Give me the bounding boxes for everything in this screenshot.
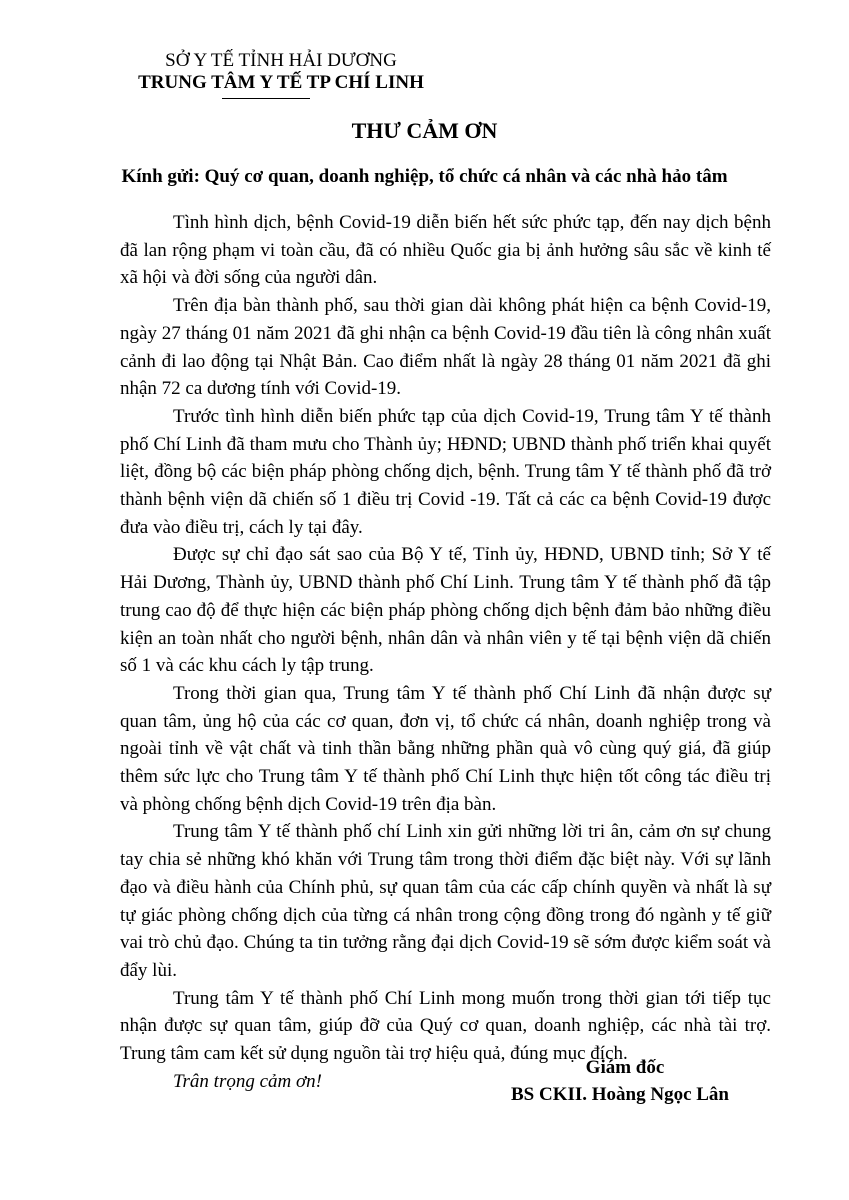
signer-name: BS CKII. Hoàng Ngọc Lân <box>510 1084 730 1105</box>
document-title: THƯ CẢM ƠN <box>351 118 498 143</box>
paragraph: Tình hình dịch, bệnh Covid-19 diễn biến hết sức phức tạp, đến nay dịch bệnh đã lan rộng phạm vi toàn cầu, đã có nhiều Quốc gia bị ảnh hưởng sâu sắc về kinh tế xã hội và đời sống của người dân. <box>120 212 771 289</box>
letter-body <box>120 209 771 1096</box>
signer-role: Giám đốc <box>585 1057 665 1078</box>
organization-name: TRUNG TÂM Y TẾ TP CHÍ LINH <box>138 72 424 93</box>
paragraph: Trung tâm Y tế thành phố Chí Linh mong muốn trong thời gian tới tiếp tục nhận được sự quan tâm, giúp đỡ của Quý cơ quan, doanh nghiệp, các nhà tài trợ. Trung tâm cam kết sử dụng nguồn tài trợ hiệu quả, đúng mục đích. <box>120 987 771 1065</box>
parent-organization: SỞ Y TẾ TỈNH HẢI DƯƠNG <box>165 50 397 71</box>
closing-line: Trân trọng cảm ơn! <box>173 1070 322 1092</box>
paragraph: Trước tình hình diễn biến phức tạp của dịch Covid-19, Trung tâm Y tế thành phố Chí Linh đã tham mưu cho Thành ủy; HĐND; UBND thành phố triển khai quyết liệt, đồng bộ các biện pháp phòng chống dịch, bệnh. Trung tâm Y tế thành phố đã trở thành bệnh viện dã chiến số 1 điều trị Covid -19. Tất cả các ca bệnh Covid-19 được đưa vào điều trị, cách ly tại đây. <box>120 405 771 538</box>
salutation: Kính gửi: Quý cơ quan, doanh nghiệp, tổ chức cá nhân và các nhà hảo tâm <box>121 166 728 187</box>
signature-block <box>490 1054 750 1108</box>
paragraph: Được sự chỉ đạo sát sao của Bộ Y tế, Tỉnh ủy, HĐND, UBND tỉnh; Sở Y tế Hải Dương, Thành ủy, UBND thành phố Chí Linh. Trung tâm Y tế thành phố đã tập trung cao độ để thực hiện các biện pháp phòng chống dịch bệnh đảm bảo những điều kiện an toàn nhất cho người bệnh, nhân dân và nhân viên y tế tại bệnh viện dã chiến số 1 và các khu cách ly tập trung. <box>120 544 771 677</box>
paragraph: Trên địa bàn thành phố, sau thời gian dài không phát hiện ca bệnh Covid-19, ngày 27 tháng 01 năm 2021 đã ghi nhận ca bệnh Covid-19 đầu tiên là công nhân xuất cảnh đi lao động tại Nhật Bản. Cao điểm nhất là ngày 28 tháng 01 năm 2021 đã ghi nhận 72 ca dương tính với Covid-19. <box>120 295 771 400</box>
header-divider <box>222 98 310 99</box>
paragraph: Trung tâm Y tế thành phố chí Linh xin gửi những lời tri ân, cảm ơn sự chung tay chia sẻ những khó khăn với Trung tâm trong thời điểm đặc biệt này. Với sự lãnh đạo và điều hành của Chính phủ, sự quan tâm của các cấp chính quyền và nhất là sự tự giác phòng chống dịch của từng cá nhân trong cộng đồng trong đó ngành y tế giữ vai trò chủ đạo. Chúng ta tin tưởng rằng đại dịch Covid-19 sẽ sớm được kiểm soát và đẩy lùi. <box>120 821 771 981</box>
paragraph: Trong thời gian qua, Trung tâm Y tế thành phố Chí Linh đã nhận được sự quan tâm, ủng hộ của các cơ quan, đơn vị, tổ chức cá nhân, doanh nghiệp trong và ngoài tỉnh về vật chất và tinh thần bằng những phần quà vô cùng quý giá, đã giúp thêm sức lực cho Trung tâm Y tế thành phố Chí Linh thực hiện tốt công tác điều trị và phòng chống bệnh dịch Covid-19 trên địa bàn. <box>120 682 771 815</box>
